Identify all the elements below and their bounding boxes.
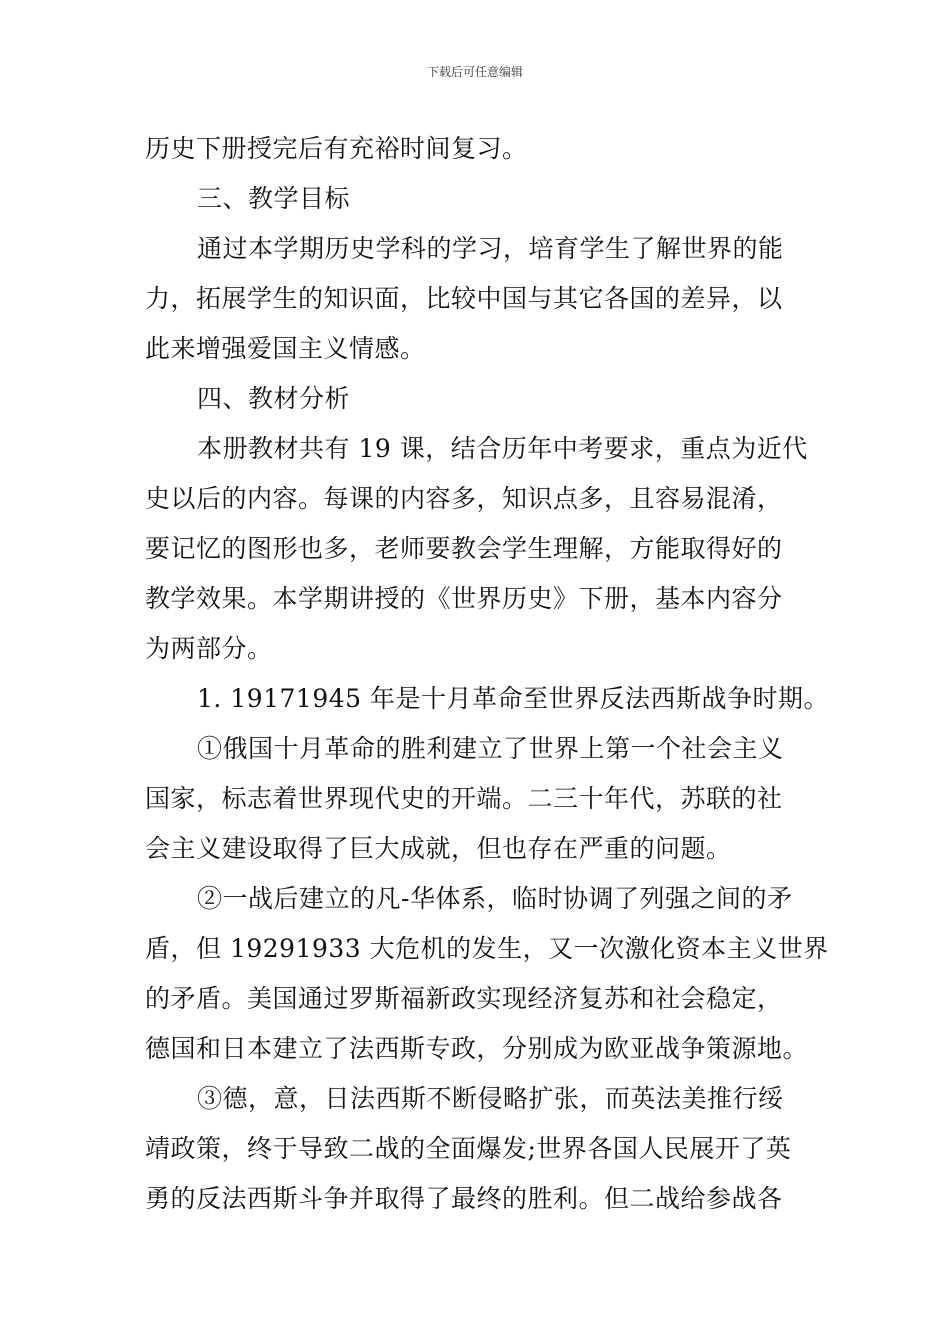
text-line: ②一战后建立的凡-华体系，临时协调了列强之间的矛 — [197, 884, 793, 913]
page-header: 下载后可任意编辑 — [426, 65, 523, 79]
text-line: 教学效果。本学期讲授的《世界历史》下册，基本内容分 — [145, 584, 783, 613]
text-line: 本册教材共有 19 课，结合历年中考要求，重点为近代 — [197, 434, 808, 463]
text-line: 要记忆的图形也多，老师要教会学生理解，方能取得好的 — [145, 534, 783, 563]
text-line: 此来增强爱国主义情感。 — [145, 334, 426, 363]
text-line: 通过本学期历史学科的学习，培育学生了解世界的能 — [197, 234, 784, 263]
text-line: ③德，意，日法西斯不断侵略扩张，而英法美推行绥 — [197, 1084, 784, 1113]
text-line: 勇的反法西斯斗争并取得了最终的胜利。但二战给参战各 — [145, 1184, 783, 1213]
text-line: 为两部分。 — [145, 634, 273, 663]
text-line: 的矛盾。美国通过罗斯福新政实现经济复苏和社会稳定， — [145, 984, 783, 1013]
text-line: 国家，标志着世界现代史的开端。二三十年代，苏联的社 — [145, 784, 783, 813]
section-heading: 四、教材分析 — [197, 384, 351, 413]
text-line: 德国和日本建立了法西斯专政，分别成为欧亚战争策源地。 — [145, 1034, 809, 1063]
text-line: 靖政策，终于导致二战的全面爆发;世界各国人民展开了英 — [145, 1134, 792, 1163]
text-line: ①俄国十月革命的胜利建立了世界上第一个社会主义 — [197, 734, 784, 763]
text-line: 历史下册授完后有充裕时间复习。 — [145, 134, 528, 163]
document-body — [145, 124, 829, 1224]
text-line: 力，拓展学生的知识面，比较中国与其它各国的差异，以 — [145, 284, 783, 313]
text-line: 史以后的内容。每课的内容多，知识点多，且容易混淆， — [145, 484, 783, 513]
list-item-heading: 1. 19171945 年是十月革命至世界反法西斯战争时期。 — [197, 684, 829, 713]
text-line: 盾，但 19291933 大危机的发生，又一次激化资本主义世界 — [145, 934, 829, 963]
text-line: 会主义建设取得了巨大成就，但也存在严重的问题。 — [145, 834, 732, 863]
section-heading: 三、教学目标 — [197, 184, 351, 213]
